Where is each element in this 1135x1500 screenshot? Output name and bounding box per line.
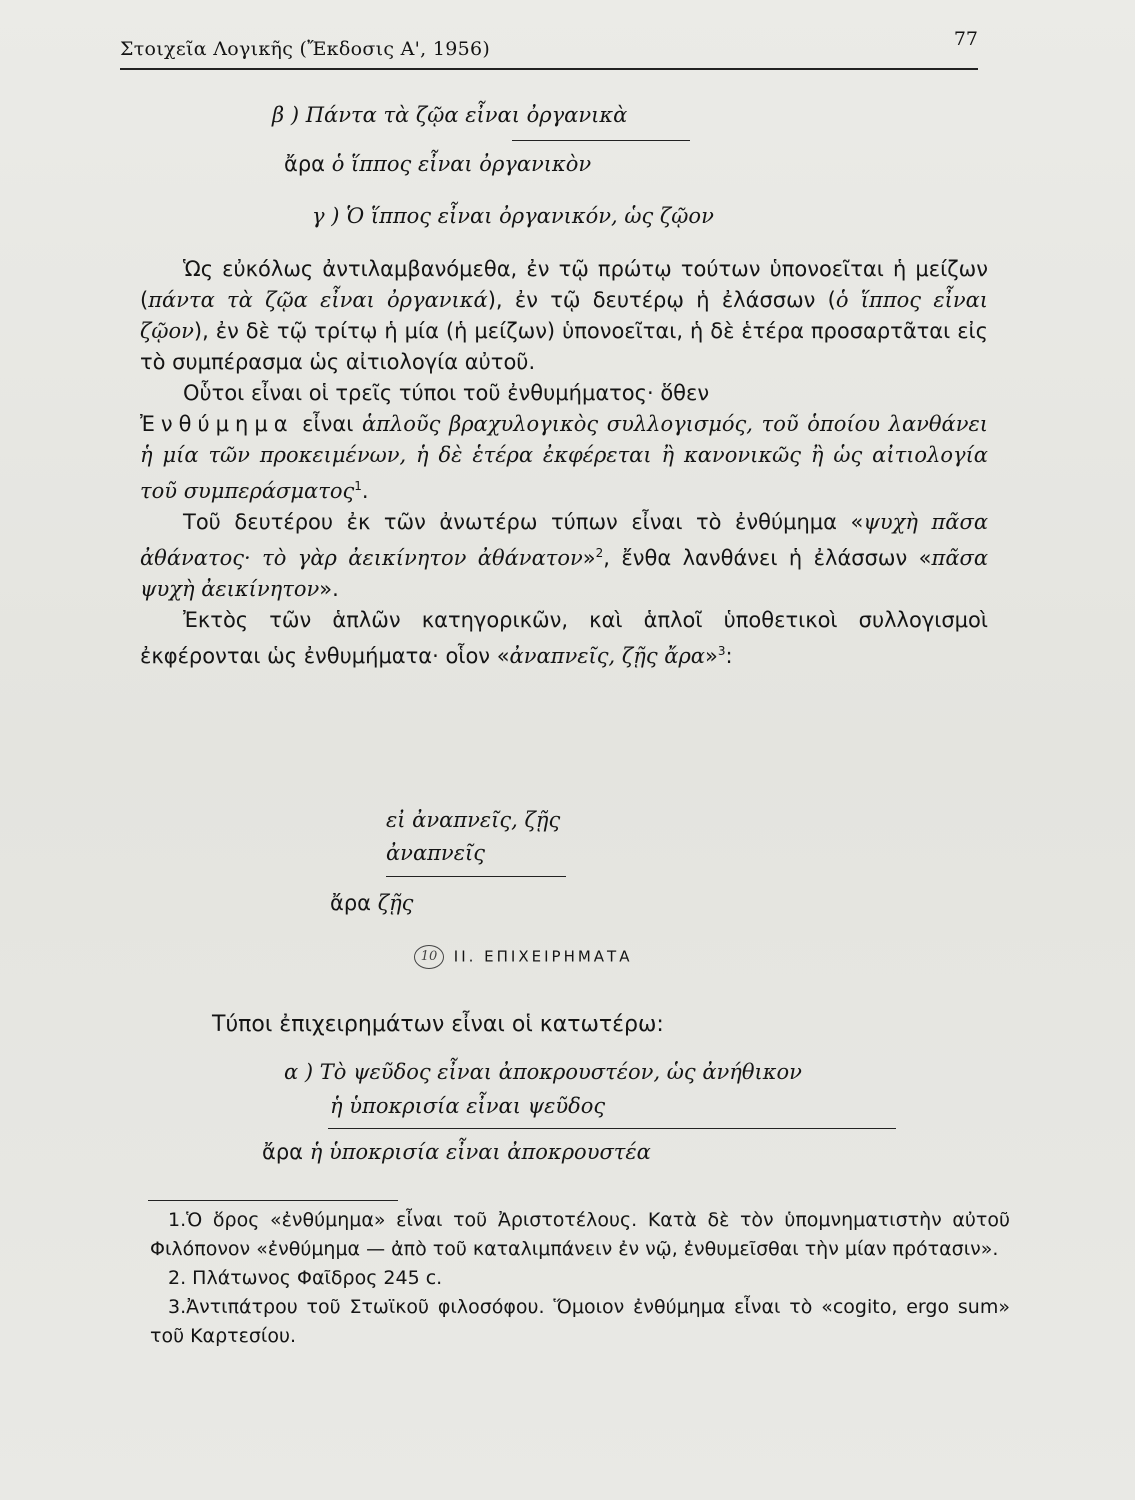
p4-text-a: Τοῦ δευτέρου ἐκ τῶν ἀνωτέρω τύπων εἶναι τὸ ἐνθύμημα « xyxy=(183,510,864,534)
p4-quote-minor: πᾶσα ψυχὴ ἀεικίνητον xyxy=(140,546,989,601)
definition-term: Ἐνθύμημα xyxy=(140,412,294,436)
p3-text-a: εἶναι xyxy=(293,412,362,436)
example-g-label: γ ) xyxy=(312,204,340,228)
syllogism-b-conclusion: ὁ ἵππος εἶναι ὀργανικὸν xyxy=(331,152,592,176)
syllogism-b-ara: ἄρα xyxy=(284,152,326,176)
hyp-premise-1: εἰ ἀναπνεῖς, ζῇς xyxy=(386,808,561,832)
syllogism-a-ara: ἄρα xyxy=(262,1140,304,1164)
running-title: Στοιχεῖα Λογικῆς (Ἔκδοσις Α', 1956) xyxy=(120,38,491,60)
p1-italic-minor: ὁ ἵππος εἶναι ζῷον xyxy=(140,288,988,343)
p1-italic-major: πάντα τὰ ζῷα εἶναι ὀργανικά xyxy=(148,288,488,312)
p3-definition: ἁπλοῦς βραχυλογικὸς συλλογισμός, τοῦ ὁποίου λανθάνει ἡ μία τῶν προκειμένων, ἡ δὲ ἑτέρα ἐκφέρεται ἢ κανονικῶς ἢ ὡς αἰτιολογία τοῦ συμπεράσματος xyxy=(140,412,988,503)
syllogism-b-premise: Πάντα τὰ ζῷα εἶναι ὀργανικὰ xyxy=(305,103,628,127)
syllogism-b-label: β ) xyxy=(272,103,300,127)
p4-text-c: » xyxy=(582,546,596,570)
hyp-ara: ἄρα xyxy=(330,891,372,915)
p1-text-e: ), ἐν δὲ τῷ τρίτῳ ἡ μία (ἡ μείζων) ὑπονοεῖται, ἡ δὲ ἑτέρα προσαρτᾶται εἰς τὸ συμπέρασμα ὡς αἰτιολογία αὐτοῦ. xyxy=(140,319,988,374)
paragraph-4 xyxy=(140,507,988,605)
footnotes xyxy=(150,1206,1010,1351)
p1-text-a: Ὡς εὐκόλως ἀντιλαμβανόμεθα, ἐν τῷ πρώτῳ τούτων ὑπονοεῖται ἡ μείζων ( xyxy=(140,257,988,312)
syllogism-b-conclusion-line xyxy=(284,152,591,176)
p5-text-a: Ἐκτὸς τῶν ἁπλῶν κατηγορικῶν, καὶ ἁπλοῖ ὑποθετικοὶ συλλογισμοὶ ἐκφέρονται ὡς ἐνθυμήματα· οἷον « xyxy=(140,608,988,668)
paragraph-5 xyxy=(140,605,988,672)
footnote-ref-1: 1 xyxy=(354,479,362,493)
body-text-upper xyxy=(140,254,988,672)
paragraph-2: Οὗτοι εἶναι οἱ τρεῖς τύποι τοῦ ἐνθυμήματος· ὅθεν xyxy=(183,381,710,405)
syllogism-a-premise-1-line xyxy=(284,1060,802,1084)
footnote-rule xyxy=(148,1200,398,1201)
p4-text-f: ». xyxy=(319,577,339,601)
example-g-line xyxy=(312,204,714,228)
p5-text-d: : xyxy=(725,644,733,668)
hyp-premise-2: ἀναπνεῖς xyxy=(386,841,485,865)
syllogism-a-label: α ) xyxy=(284,1060,314,1084)
footnote-3: 3.Ἀντιπάτρου τοῦ Στωϊκοῦ φιλοσόφου. Ὅμοιον ἐνθύμημα εἶναι τὸ «cogito, ergo sum» τοῦ Καρτεσίου. xyxy=(150,1296,1010,1347)
syllogism-a-conclusion: ἡ ὑποκρισία εἶναι ἀποκρουστέα xyxy=(309,1140,651,1164)
example-g-text: Ὁ ἵππος εἶναι ὀργανικόν, ὡς ζῷον xyxy=(346,204,714,228)
paragraph-3 xyxy=(140,409,988,507)
p1-text-c: ), ἐν τῷ δευτέρῳ ἡ ἐλάσσων ( xyxy=(487,288,836,312)
section-heading xyxy=(414,945,734,969)
p5-quote: ἀναπνεῖς, ζῇς ἄρα xyxy=(509,644,705,668)
running-header xyxy=(120,28,978,70)
paragraph-1 xyxy=(140,254,988,378)
intro-line: Τύποι ἐπιχειρημάτων εἶναι οἱ κατωτέρω: xyxy=(212,1012,664,1037)
hyp-rule xyxy=(386,876,566,877)
section-title: II. ΕΠΙΧΕΙΡΗΜΑΤΑ xyxy=(453,947,633,966)
hyp-conclusion: ζῇς xyxy=(377,891,414,915)
margin-mark: 10 xyxy=(414,945,444,969)
syllogism-a-premise-1: Τὸ ψεῦδος εἶναι ἀποκρουστέον, ὡς ἀνήθικον xyxy=(319,1060,802,1084)
page-number: 77 xyxy=(953,28,978,50)
p5-text-c: » xyxy=(704,644,718,668)
syllogism-b-premise-line xyxy=(272,103,627,127)
footnote-2: 2. Πλάτωνος Φαῖδρος 245 c. xyxy=(168,1267,443,1289)
hyp-conclusion-line xyxy=(330,891,413,915)
syllogism-a-rule xyxy=(328,1128,896,1129)
p4-text-d: , ἔνθα λανθάνει ἡ ἐλάσσων « xyxy=(603,546,932,570)
p3-end: . xyxy=(361,479,369,503)
footnote-1: 1.Ὁ ὅρος «ἐνθύμημα» εἶναι τοῦ Ἀριστοτέλους. Κατὰ δὲ τὸν ὑπομνηματιστὴν αὐτοῦ Φιλόπονον «ἐνθύμημα — ἀπὸ τοῦ καταλιμπάνειν ἐν νῷ, ἐνθυμεῖσθαι τὴν μίαν πρότασιν». xyxy=(150,1209,1010,1260)
footnote-ref-2: 2 xyxy=(595,546,604,560)
p4-quote: ψυχὴ πᾶσα ἀθάνατος· τὸ γὰρ ἀεικίνητον ἀθάνατον xyxy=(140,510,988,570)
syllogism-a-premise-2: ἡ ὑποκρισία εἶναι ψεῦδος xyxy=(330,1094,606,1118)
syllogism-b-rule xyxy=(512,140,690,141)
syllogism-a-conclusion-line xyxy=(262,1140,651,1164)
footnote-ref-3: 3 xyxy=(717,644,726,658)
